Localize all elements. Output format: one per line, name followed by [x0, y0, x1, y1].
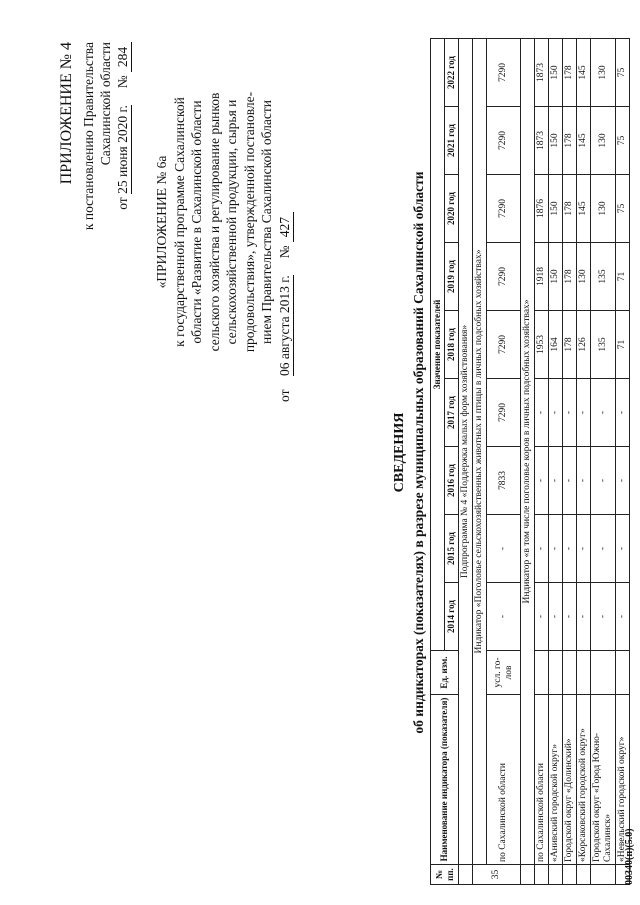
- value-cell: 178: [563, 175, 577, 243]
- value-cell: 145: [577, 107, 591, 175]
- empty-cell: [563, 865, 577, 885]
- value-cell: 71: [616, 243, 630, 311]
- value-cell: -: [616, 515, 630, 583]
- program-line: продовольствия», утвержденной постановле-: [241, 91, 257, 353]
- value-cell: -: [563, 515, 577, 583]
- empty-cell: [521, 865, 535, 885]
- decree-line: к постановлению Правительства: [81, 42, 96, 231]
- sub-indicator-title: Индикатор «в том числе поголовье коров в личных подсобных хозяйствах»: [521, 38, 535, 864]
- header-name: Наименование индикатора (показателя): [431, 695, 459, 865]
- program-number: 427: [276, 212, 295, 242]
- value-cell: -: [577, 515, 591, 583]
- header-year: 2018 год: [445, 311, 459, 379]
- value-cell: 130: [591, 175, 616, 243]
- decree-reference: [80, 42, 132, 372]
- value-cell: 7290: [487, 243, 521, 311]
- value-cell: 75: [616, 175, 630, 243]
- document-code: 00340(п)(5.0): [624, 828, 635, 885]
- program-appendix: [153, 42, 294, 402]
- empty-cell: [577, 865, 591, 885]
- date-prefix: от: [276, 389, 292, 402]
- value-cell: -: [616, 379, 630, 447]
- decree-date: 25 июня 2020 г.: [115, 105, 130, 194]
- decree-date-line: [114, 42, 132, 372]
- number-label: №: [115, 75, 130, 89]
- value-cell: 7290: [487, 175, 521, 243]
- header-year: 2016 год: [445, 447, 459, 515]
- value-cell: -: [535, 583, 549, 651]
- header-values-group: Значение показателей: [431, 38, 445, 650]
- table-row: [487, 38, 521, 884]
- value-cell: 7290: [487, 311, 521, 379]
- table-row: [591, 38, 616, 884]
- decree-number: 284: [114, 42, 132, 72]
- header-year: 2021 год: [445, 107, 459, 175]
- program-line: сельского хозяйства и регулирование рынков: [206, 92, 222, 352]
- value-cell: -: [577, 379, 591, 447]
- region-name: Городской округ «Долинский»: [563, 695, 577, 865]
- value-cell: 150: [549, 38, 563, 106]
- value-cell: 130: [591, 38, 616, 106]
- region-name: Городской округ «Город Южно-Сахалинск»: [591, 695, 616, 865]
- value-cell: 150: [549, 175, 563, 243]
- empty-cell: [459, 865, 473, 885]
- empty-cell: [535, 865, 549, 885]
- table-header-row: [431, 38, 445, 884]
- value-cell: 1873: [535, 107, 549, 175]
- value-cell: -: [577, 583, 591, 651]
- value-cell: 1876: [535, 175, 549, 243]
- value-cell: -: [535, 447, 549, 515]
- program-date-line: [276, 42, 295, 402]
- value-cell: 130: [577, 243, 591, 311]
- region-name: «Невельский городской округ»: [616, 695, 630, 865]
- table-row: [563, 38, 577, 884]
- value-cell: 7833: [487, 447, 521, 515]
- region-name: «Анивский городской округ»: [549, 695, 563, 865]
- table-row: [616, 38, 630, 884]
- page-heading: СВЕДЕНИЯ: [392, 412, 407, 493]
- value-cell: 1873: [535, 38, 549, 106]
- value-cell: -: [549, 583, 563, 651]
- value-cell: 75: [616, 38, 630, 106]
- value-cell: -: [549, 515, 563, 583]
- value-cell: -: [549, 447, 563, 515]
- value-cell: 1953: [535, 311, 549, 379]
- value-cell: -: [535, 379, 549, 447]
- sub-indicator-row: [521, 38, 535, 884]
- region-name: «Корсаковский городской округ»: [577, 695, 591, 865]
- empty-cell: [535, 651, 549, 695]
- value-cell: 145: [577, 175, 591, 243]
- decree-line: Сахалинской области: [98, 42, 113, 166]
- value-cell: 130: [591, 107, 616, 175]
- empty-cell: [591, 865, 616, 885]
- value-cell: -: [549, 379, 563, 447]
- value-cell: 145: [577, 38, 591, 106]
- header-year: 2019 год: [445, 243, 459, 311]
- value-cell: -: [487, 515, 521, 583]
- value-cell: 126: [577, 311, 591, 379]
- indicator-title: Индикатор «Поголовье сельскохозяйственных животных и птицы в личных подсобных хозяйствах»: [473, 38, 487, 864]
- value-cell: -: [563, 447, 577, 515]
- value-cell: 7290: [487, 38, 521, 106]
- value-cell: -: [616, 583, 630, 651]
- value-cell: -: [487, 583, 521, 651]
- value-cell: 71: [616, 311, 630, 379]
- value-cell: -: [535, 515, 549, 583]
- value-cell: 75: [616, 107, 630, 175]
- value-cell: 135: [591, 311, 616, 379]
- header-num: № пп.: [431, 865, 459, 885]
- value-cell: -: [591, 583, 616, 651]
- value-cell: -: [563, 583, 577, 651]
- empty-cell: [577, 651, 591, 695]
- table-row: [577, 38, 591, 884]
- table-row: [535, 38, 549, 884]
- indicators-table: [430, 38, 630, 885]
- empty-cell: [591, 651, 616, 695]
- value-cell: 178: [563, 38, 577, 106]
- value-cell: -: [591, 515, 616, 583]
- value-cell: 7290: [487, 107, 521, 175]
- value-cell: 150: [549, 107, 563, 175]
- empty-cell: [616, 651, 630, 695]
- table-row: [549, 38, 563, 884]
- value-cell: -: [577, 447, 591, 515]
- indicator-number: 35: [473, 865, 521, 885]
- region-name: по Сахалинской области: [535, 695, 549, 865]
- header-year: 2015 год: [445, 515, 459, 583]
- header-unit: Ед. изм.: [431, 651, 459, 695]
- value-cell: 164: [549, 311, 563, 379]
- program-line: сельскохозяйственной продукции, сырья и: [224, 99, 239, 345]
- header-year: 2022 год: [445, 38, 459, 106]
- page-subheading: об индикаторах (показателях) в разрезе муниципальных образований Сахалинской области: [411, 171, 426, 734]
- unit-cell: усл. го-лов: [487, 651, 521, 695]
- indicator-row: [473, 38, 487, 884]
- program-line: нием Правительства Сахалинской области: [259, 100, 274, 344]
- value-cell: 150: [549, 243, 563, 311]
- program-line: к государственной программе Сахалинской: [171, 97, 187, 347]
- region-name: по Сахалинской области: [487, 695, 521, 865]
- empty-cell: [563, 651, 577, 695]
- subprogram-row: [459, 38, 473, 884]
- value-cell: 178: [563, 243, 577, 311]
- value-cell: 135: [591, 243, 616, 311]
- program-appendix-title: «ПРИЛОЖЕНИЕ № 6а: [154, 155, 169, 289]
- value-cell: -: [591, 379, 616, 447]
- value-cell: 1918: [535, 243, 549, 311]
- header-year: 2020 год: [445, 175, 459, 243]
- appendix-title: ПРИЛОЖЕНИЕ № 4: [58, 42, 75, 185]
- number-label: №: [276, 245, 292, 259]
- program-date: 06 августа 2013 г.: [276, 275, 295, 376]
- value-cell: 7290: [487, 379, 521, 447]
- value-cell: -: [616, 447, 630, 515]
- subprogram-title: Подпрограмма № 4 «Поддержка малых форм хозяйствования»: [459, 38, 473, 864]
- value-cell: -: [591, 447, 616, 515]
- date-prefix: от: [115, 197, 130, 210]
- header-year: 2014 год: [445, 583, 459, 651]
- header-year: 2017 год: [445, 379, 459, 447]
- program-line: области «Развитие в Сахалинской области: [189, 100, 204, 344]
- empty-cell: [549, 651, 563, 695]
- value-cell: -: [563, 379, 577, 447]
- empty-cell: [549, 865, 563, 885]
- value-cell: 178: [563, 311, 577, 379]
- value-cell: 178: [563, 107, 577, 175]
